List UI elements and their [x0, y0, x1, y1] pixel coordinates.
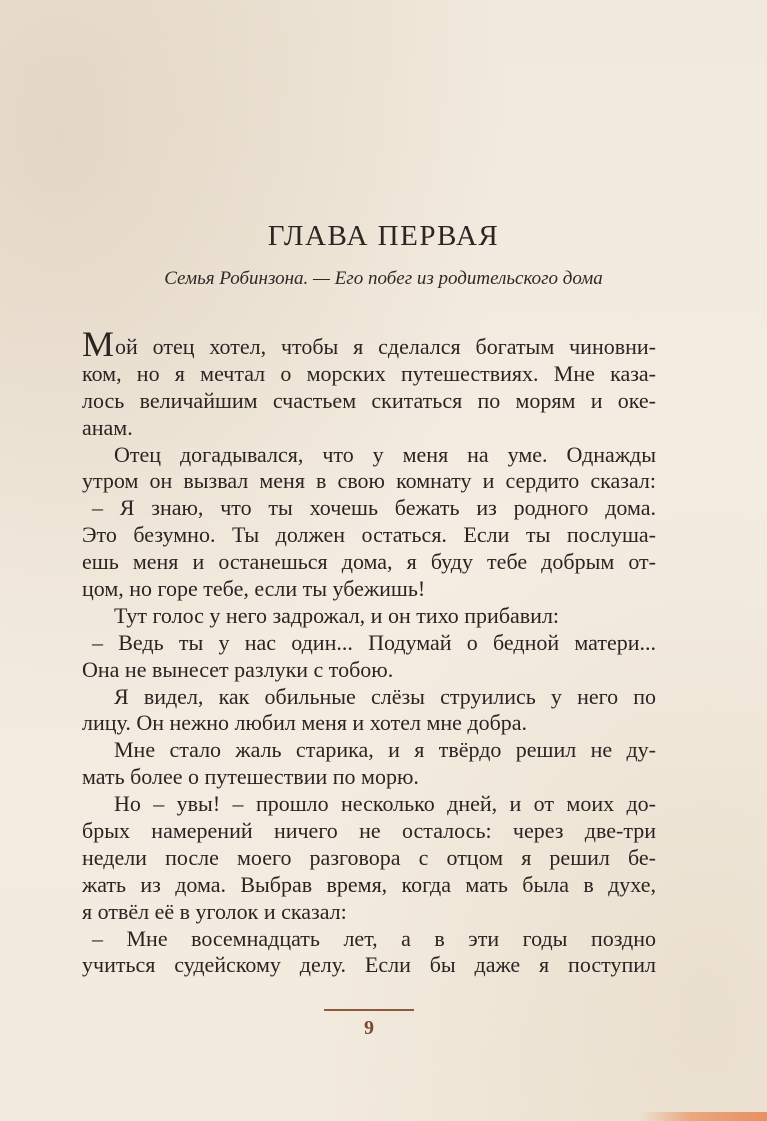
text-line: ком, но я мечтал о морских путешествиях. Мне каза-	[82, 360, 656, 386]
text-line: Она не вынесет разлуки с тобою.	[82, 656, 394, 682]
text-line: – Я знаю, что ты хочешь бежать из родного дома.	[92, 495, 656, 521]
text-line: лицу. Он нежно любил меня и хотел мне добра.	[82, 710, 528, 736]
chapter-title: ГЛАВА ПЕРВАЯ	[267, 220, 500, 252]
text-line: брых намерений ничего не осталось: через две-три	[82, 818, 656, 844]
page-number: 9	[364, 1017, 374, 1039]
text-line: Но – увы! – прошло несколько дней, и от моих до-	[114, 791, 656, 817]
text-line-content: ой отец хотел, чтобы я сделался богатым чиновни-	[115, 334, 656, 359]
text-line: ешь меня и останешься дома, я буду тебе добрым от-	[82, 549, 656, 575]
text-line: утром он вызвал меня в свою комнату и сердито сказал:	[82, 468, 656, 494]
text-line: учиться судейскому делу. Если бы даже я поступил	[82, 952, 656, 978]
text-line: Тут голос у него задрожал, и он тихо прибавил:	[114, 602, 560, 628]
text-line: анам.	[82, 414, 133, 440]
text-line: лось величайшим счастьем скитаться по морям и оке-	[82, 387, 656, 413]
text-line: я отвёл её в уголок и сказал:	[82, 898, 347, 924]
text-line: недели после моего разговора с отцом я решил бе-	[82, 844, 656, 870]
footer-divider	[324, 1009, 414, 1011]
drop-cap: М	[82, 324, 115, 364]
page-edge-mark	[640, 1112, 767, 1121]
text-line: – Мне восемнадцать лет, а в эти годы поздно	[92, 925, 656, 951]
text-line: – Ведь ты у нас один... Подумай о бедной матери...	[92, 629, 656, 655]
text-line: Это безумно. Ты должен остаться. Если ты послуша-	[82, 522, 656, 548]
text-line: Я видел, как обильные слёзы струились у него по	[114, 683, 656, 709]
text-line	[82, 324, 656, 364]
text-line: цом, но горе тебе, если ты убежишь!	[82, 576, 426, 602]
body-text	[82, 324, 656, 979]
text-line: мать более о путешествии по морю.	[82, 764, 419, 790]
text-line: жать из дома. Выбрав время, когда мать была в духе,	[82, 871, 656, 897]
text-line: Отец догадывался, что у меня на уме. Однажды	[114, 441, 656, 467]
text-line: Мне стало жаль старика, и я твёрдо решил не ду-	[114, 737, 656, 763]
chapter-subtitle: Семья Робинзона. — Его побег из родительского дома	[164, 268, 603, 289]
